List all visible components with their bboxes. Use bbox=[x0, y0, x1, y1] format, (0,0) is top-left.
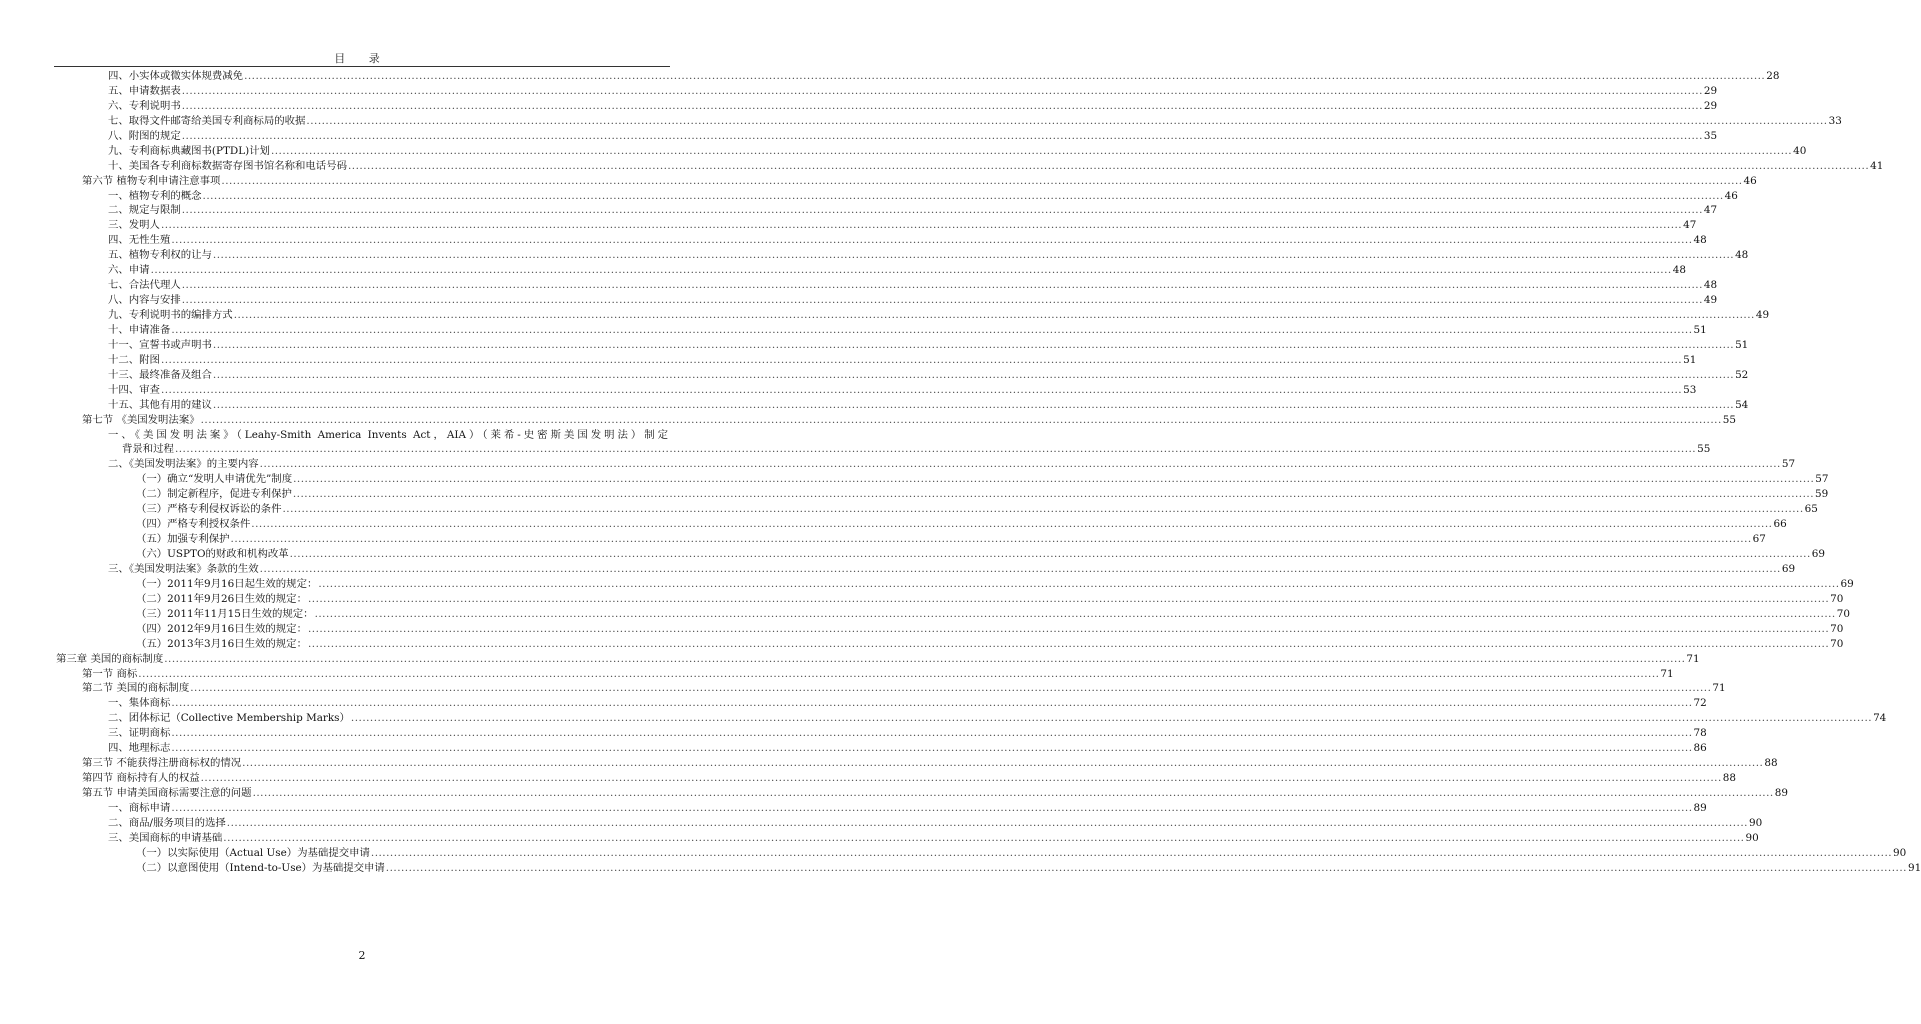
toc-entry[interactable] bbox=[0, 816, 1763, 831]
toc-entry[interactable] bbox=[0, 741, 1707, 756]
toc-entry[interactable] bbox=[0, 398, 1749, 413]
toc-leader-dots: ................................................................................................................................................................................................................................................................................................................................................................................................................ bbox=[181, 279, 1703, 292]
toc-leader-dots: ................................................................................................................................................................................................................................................................................................................................................................................................................ bbox=[171, 742, 1693, 755]
toc-entry[interactable] bbox=[0, 323, 1707, 338]
toc-entry[interactable] bbox=[0, 592, 1844, 607]
toc-entry-title: 第三章 美国的商标制度 bbox=[56, 652, 164, 665]
toc-leader-dots: ................................................................................................................................................................................................................................................................................................................................................................................................................ bbox=[200, 413, 1722, 426]
toc-entry-page: 48 bbox=[1693, 234, 1707, 247]
page-number: 2 bbox=[358, 949, 366, 962]
toc-entry-title: 一、《美国发明法案》（Leahy-Smith America Invents Act，AIA）（莱希-史密斯美国发明法）制定 bbox=[108, 428, 668, 441]
toc-entry-page: 91 bbox=[1907, 861, 1921, 874]
toc-entry-page: 47 bbox=[1703, 204, 1718, 217]
toc-entry-title: 二、《美国发明法案》的主要内容 bbox=[108, 458, 259, 471]
toc-entry-page: 88 bbox=[1722, 772, 1736, 785]
toc-entry-title: 四、小实体或微实体规费减免 bbox=[108, 70, 244, 82]
toc-entry-title: 七、合法代理人 bbox=[108, 279, 181, 292]
toc-entry-title: 十四、审查 bbox=[108, 383, 160, 396]
toc-entry-title: （二）以意图使用（Intend-to-Use）为基础提交申请 bbox=[136, 861, 385, 874]
toc-entry-page: 51 bbox=[1735, 338, 1749, 351]
toc-entry[interactable] bbox=[0, 159, 1884, 174]
toc-entry[interactable] bbox=[0, 99, 1718, 114]
toc-leader-dots: ................................................................................................................................................................................................................................................................................................................................................................................................................ bbox=[174, 443, 1697, 456]
toc-leader-dots: ................................................................................................................................................................................................................................................................................................................................................................................................................ bbox=[200, 772, 1722, 785]
toc-entry-page: 70 bbox=[1830, 592, 1844, 605]
page-header-title: 目 录 bbox=[334, 52, 390, 65]
toc-entry-title: 五、申请数据表 bbox=[108, 84, 181, 97]
toc-entry-page: 46 bbox=[1743, 174, 1757, 187]
toc-entry-page: 89 bbox=[1774, 787, 1788, 799]
toc-entry-title: 第一节 商标 bbox=[82, 667, 138, 680]
toc-leader-dots: ................................................................................................................................................................................................................................................................................................................................................................................................................ bbox=[347, 159, 1870, 172]
toc-entry[interactable] bbox=[0, 114, 1842, 129]
toc-leader-dots: ................................................................................................................................................................................................................................................................................................................................................................................................................ bbox=[293, 473, 1815, 486]
toc-entry-page: 46 bbox=[1724, 189, 1738, 202]
toc-leader-dots: ................................................................................................................................................................................................................................................................................................................................................................................................................ bbox=[212, 398, 1735, 411]
toc-entry-title: （三）2011年11月15日生效的规定： bbox=[136, 607, 314, 620]
toc-entry-title: （五）加强专利保护 bbox=[136, 533, 230, 546]
toc-entry-title: 一、商标申请 bbox=[108, 801, 171, 814]
toc-entry[interactable] bbox=[0, 278, 1718, 293]
toc-entry-title: 十五、其他有用的建议 bbox=[108, 398, 212, 411]
toc-leader-dots: ................................................................................................................................................................................................................................................................................................................................................................................................................ bbox=[171, 727, 1693, 740]
toc-entry[interactable] bbox=[0, 756, 1778, 771]
toc-entry[interactable] bbox=[0, 607, 1850, 622]
toc-entry[interactable] bbox=[0, 681, 1726, 696]
toc-entry-title: 九、专利商标典藏图书(PTDL)计划 bbox=[108, 144, 270, 157]
toc-leader-dots: ................................................................................................................................................................................................................................................................................................................................................................................................................ bbox=[244, 70, 1766, 82]
toc-entry-page: 78 bbox=[1693, 727, 1707, 740]
toc-entry[interactable] bbox=[0, 428, 724, 443]
toc-entry-title: （四）严格专利授权条件 bbox=[136, 518, 251, 531]
toc-entry[interactable] bbox=[0, 577, 1854, 592]
toc-leader-dots: ................................................................................................................................................................................................................................................................................................................................................................................................................ bbox=[171, 801, 1693, 814]
header-rule bbox=[54, 66, 670, 67]
toc-entry-page: 69 bbox=[1840, 577, 1854, 590]
toc-entry[interactable] bbox=[0, 233, 1707, 248]
toc-entry[interactable] bbox=[0, 696, 1707, 711]
toc-entry-title: 三、发明人 bbox=[108, 219, 160, 232]
toc-leader-dots: ................................................................................................................................................................................................................................................................................................................................................................................................................ bbox=[181, 99, 1703, 112]
toc-entry-page: 74 bbox=[1873, 712, 1887, 725]
toc-entry-title: 三、《美国发明法案》条款的生效 bbox=[108, 562, 259, 575]
toc-leader-dots: ................................................................................................................................................................................................................................................................................................................................................................................................................ bbox=[230, 533, 1752, 546]
toc-entry[interactable] bbox=[0, 711, 1887, 726]
toc-leader-dots: ................................................................................................................................................................................................................................................................................................................................................................................................................ bbox=[181, 129, 1703, 142]
toc-entry-page: 55 bbox=[1697, 443, 1711, 456]
toc-entry[interactable] bbox=[0, 248, 1749, 263]
toc-entry[interactable] bbox=[0, 502, 1818, 517]
toc-entry-page: 72 bbox=[1693, 697, 1707, 710]
toc-entry[interactable] bbox=[0, 861, 1921, 876]
toc-entry[interactable] bbox=[0, 383, 1697, 398]
toc-leader-dots: ................................................................................................................................................................................................................................................................................................................................................................................................................ bbox=[307, 622, 1830, 635]
toc-entry-title: （二）制定新程序，促进专利保护 bbox=[136, 488, 292, 501]
toc-entry[interactable] bbox=[0, 129, 1718, 144]
toc-entry[interactable] bbox=[0, 293, 1718, 308]
toc-entry-title: 三、美国商标的申请基础 bbox=[108, 831, 223, 844]
toc-entry[interactable] bbox=[0, 69, 1780, 84]
toc-entry[interactable] bbox=[0, 637, 1844, 652]
toc-leader-dots: ................................................................................................................................................................................................................................................................................................................................................................................................................ bbox=[307, 592, 1830, 605]
toc-entry-title: 八、附图的规定 bbox=[108, 129, 181, 142]
toc-entry[interactable] bbox=[0, 308, 1770, 323]
toc-entry-page: 69 bbox=[1781, 562, 1796, 575]
toc-entry-title: 四、无性生殖 bbox=[108, 234, 171, 247]
toc-leader-dots: ................................................................................................................................................................................................................................................................................................................................................................................................................ bbox=[251, 518, 1773, 531]
toc-entry-page: 65 bbox=[1804, 503, 1818, 516]
toc-leader-dots: ................................................................................................................................................................................................................................................................................................................................................................................................................ bbox=[160, 383, 1683, 396]
toc-leader-dots: ................................................................................................................................................................................................................................................................................................................................................................................................................ bbox=[318, 577, 1840, 590]
toc-leader-dots: ................................................................................................................................................................................................................................................................................................................................................................................................................ bbox=[212, 249, 1735, 262]
toc-entry[interactable] bbox=[0, 801, 1707, 816]
toc-entry-title: （一）2011年9月16日起生效的规定： bbox=[136, 577, 318, 590]
toc-entry-title: 第五节 申请美国商标需要注意的问题 bbox=[82, 787, 252, 799]
toc-leader-dots: ................................................................................................................................................................................................................................................................................................................................................................................................................ bbox=[181, 204, 1703, 217]
toc-entry[interactable] bbox=[0, 218, 1697, 233]
toc-entry-title: 二、团体标记（Collective Membership Marks） bbox=[108, 712, 350, 725]
toc-leader-dots: ................................................................................................................................................................................................................................................................................................................................................................................................................ bbox=[212, 368, 1735, 381]
toc-leader-dots: ................................................................................................................................................................................................................................................................................................................................................................................................................ bbox=[270, 144, 1793, 157]
toc-leader-dots: ................................................................................................................................................................................................................................................................................................................................................................................................................ bbox=[370, 846, 1893, 859]
toc-leader-dots: ................................................................................................................................................................................................................................................................................................................................................................................................................ bbox=[202, 189, 1724, 202]
toc-leader-dots: ................................................................................................................................................................................................................................................................................................................................................................................................................ bbox=[259, 562, 1781, 575]
toc-entry-title: 第七节 《美国发明法案》 bbox=[82, 413, 200, 426]
toc-leader-dots: ................................................................................................................................................................................................................................................................................................................................................................................................................ bbox=[350, 712, 1873, 725]
toc-leader-dots: ................................................................................................................................................................................................................................................................................................................................................................................................................ bbox=[138, 667, 1660, 680]
toc-entry-page: 90 bbox=[1893, 846, 1907, 859]
toc-entry-page: 52 bbox=[1735, 368, 1749, 381]
toc-entry[interactable] bbox=[0, 353, 1697, 368]
toc-entry[interactable] bbox=[0, 532, 1766, 547]
toc-leader-dots: ................................................................................................................................................................................................................................................................................................................................................................................................................ bbox=[226, 816, 1748, 829]
toc-entry[interactable] bbox=[0, 203, 1718, 218]
toc-entry-page: 70 bbox=[1830, 637, 1844, 650]
toc-entry[interactable] bbox=[0, 786, 1788, 801]
toc-entry-title: 二、规定与限制 bbox=[108, 204, 181, 217]
toc-entry-title: 九、专利说明书的编排方式 bbox=[108, 309, 233, 321]
toc-entry[interactable] bbox=[0, 338, 1749, 353]
toc-entry-page: 51 bbox=[1683, 353, 1697, 366]
toc-entry-page: 71 bbox=[1712, 682, 1726, 695]
toc-entry-page: 48 bbox=[1735, 249, 1749, 262]
toc-entry[interactable] bbox=[0, 442, 1711, 457]
toc-entry-page: 48 bbox=[1672, 264, 1686, 277]
toc-entry[interactable] bbox=[0, 487, 1829, 502]
toc-entry-title: （五）2013年3月16日生效的规定： bbox=[136, 637, 307, 650]
toc-leader-dots: ................................................................................................................................................................................................................................................................................................................................................................................................................ bbox=[259, 458, 1781, 471]
toc-leader-dots: ................................................................................................................................................................................................................................................................................................................................................................................................................ bbox=[190, 682, 1712, 695]
toc-entry[interactable] bbox=[0, 831, 1759, 846]
toc-entry-title: 七、取得文件邮寄给美国专利商标局的收据 bbox=[108, 114, 306, 127]
toc-entry-title: 六、申请 bbox=[108, 264, 150, 277]
toc-entry-page: 57 bbox=[1815, 473, 1829, 486]
toc-entry[interactable] bbox=[0, 726, 1707, 741]
toc-entry-page: 57 bbox=[1781, 458, 1796, 471]
toc-entry-title: 十三、最终准备及组合 bbox=[108, 368, 212, 381]
toc-entry-page: 47 bbox=[1683, 219, 1697, 232]
toc-entry-page: 29 bbox=[1703, 84, 1718, 97]
toc-entry-page: 86 bbox=[1693, 742, 1707, 755]
toc-leader-dots: ................................................................................................................................................................................................................................................................................................................................................................................................................ bbox=[181, 294, 1703, 307]
toc-entry-page: 29 bbox=[1703, 99, 1718, 112]
toc-leader-dots: ................................................................................................................................................................................................................................................................................................................................................................................................................ bbox=[171, 323, 1693, 336]
toc-entry-page: 67 bbox=[1752, 533, 1766, 546]
table-of-contents bbox=[0, 69, 1921, 876]
toc-entry-title: 第六节 植物专利申请注意事项 bbox=[82, 174, 221, 187]
toc-entry[interactable] bbox=[0, 652, 1700, 667]
toc-leader-dots: ................................................................................................................................................................................................................................................................................................................................................................................................................ bbox=[282, 503, 1804, 516]
toc-entry-page: 51 bbox=[1693, 323, 1707, 336]
toc-entry[interactable] bbox=[0, 413, 1736, 428]
toc-entry-page: 90 bbox=[1745, 831, 1759, 844]
toc-entry-page: 28 bbox=[1766, 70, 1780, 82]
toc-leader-dots: ................................................................................................................................................................................................................................................................................................................................................................................................................ bbox=[160, 219, 1683, 232]
toc-entry-page: 49 bbox=[1703, 294, 1718, 307]
toc-entry[interactable] bbox=[0, 368, 1749, 383]
toc-leader-dots: ................................................................................................................................................................................................................................................................................................................................................................................................................ bbox=[307, 637, 1830, 650]
toc-entry[interactable] bbox=[0, 144, 1807, 159]
toc-leader-dots: ................................................................................................................................................................................................................................................................................................................................................................................................................ bbox=[242, 757, 1764, 770]
toc-entry-title: 十、美国各专利商标数据寄存图书馆名称和电话号码 bbox=[108, 159, 347, 172]
toc-entry[interactable] bbox=[0, 771, 1736, 786]
toc-leader-dots: ................................................................................................................................................................................................................................................................................................................................................................................................................ bbox=[171, 697, 1693, 710]
toc-entry-page: 48 bbox=[1703, 279, 1718, 292]
toc-leader-dots: ................................................................................................................................................................................................................................................................................................................................................................................................................ bbox=[160, 353, 1683, 366]
toc-entry-page: 33 bbox=[1828, 114, 1842, 127]
toc-entry-title: 十、申请准备 bbox=[108, 323, 171, 336]
toc-entry-page: 49 bbox=[1755, 309, 1770, 321]
toc-leader-dots: ................................................................................................................................................................................................................................................................................................................................................................................................................ bbox=[150, 264, 1672, 277]
toc-leader-dots: ................................................................................................................................................................................................................................................................................................................................................................................................................ bbox=[289, 548, 1811, 560]
toc-entry-title: （一）以实际使用（Actual Use）为基础提交申请 bbox=[136, 846, 370, 859]
toc-entry-page: 71 bbox=[1686, 652, 1700, 665]
toc-entry-title: 第二节 美国的商标制度 bbox=[82, 682, 190, 695]
toc-entry-title: 十一、宣誓书或声明书 bbox=[108, 338, 212, 351]
toc-entry[interactable] bbox=[0, 457, 1796, 472]
toc-entry-title: 五、植物专利权的让与 bbox=[108, 249, 212, 262]
toc-leader-dots: ................................................................................................................................................................................................................................................................................................................................................................................................................ bbox=[385, 861, 1907, 874]
toc-entry-title: 背景和过程 bbox=[122, 443, 174, 456]
toc-entry-title: 一、植物专利的概念 bbox=[108, 189, 202, 202]
toc-leader-dots: ................................................................................................................................................................................................................................................................................................................................................................................................................ bbox=[252, 787, 1774, 799]
toc-entry[interactable] bbox=[0, 517, 1787, 532]
toc-leader-dots: ................................................................................................................................................................................................................................................................................................................................................................................................................ bbox=[171, 234, 1693, 247]
toc-leader-dots: ................................................................................................................................................................................................................................................................................................................................................................................................................ bbox=[233, 309, 1755, 321]
toc-entry-page: 40 bbox=[1793, 144, 1807, 157]
toc-leader-dots: ................................................................................................................................................................................................................................................................................................................................................................................................................ bbox=[221, 174, 1743, 187]
toc-entry-title: 十二、附图 bbox=[108, 353, 160, 366]
toc-entry[interactable] bbox=[0, 622, 1844, 637]
toc-entry-title: （三）严格专利侵权诉讼的条件 bbox=[136, 503, 282, 516]
toc-entry-title: 二、商品/服务项目的选择 bbox=[108, 816, 226, 829]
toc-entry-page: 59 bbox=[1815, 488, 1829, 501]
toc-entry-page: 53 bbox=[1683, 383, 1697, 396]
toc-entry-page: 41 bbox=[1870, 159, 1884, 172]
toc-entry-page: 55 bbox=[1722, 413, 1736, 426]
toc-leader-dots: ................................................................................................................................................................................................................................................................................................................................................................................................................ bbox=[292, 488, 1815, 501]
toc-entry-title: 六、专利说明书 bbox=[108, 99, 181, 112]
toc-entry-page: 88 bbox=[1764, 757, 1778, 770]
toc-entry-page: 70 bbox=[1830, 622, 1844, 635]
toc-leader-dots: ................................................................................................................................................................................................................................................................................................................................................................................................................ bbox=[212, 338, 1735, 351]
toc-entry[interactable] bbox=[0, 84, 1718, 99]
toc-entry-title: （六）USPTO的财政和机构改革 bbox=[136, 548, 289, 560]
toc-entry[interactable] bbox=[0, 667, 1674, 682]
toc-entry-page: 35 bbox=[1703, 129, 1718, 142]
toc-entry[interactable] bbox=[0, 189, 1738, 204]
toc-entry[interactable] bbox=[0, 174, 1757, 189]
toc-entry-page: 70 bbox=[1836, 607, 1850, 620]
toc-entry-page: 54 bbox=[1735, 398, 1749, 411]
toc-entry[interactable] bbox=[0, 562, 1796, 577]
toc-leader-dots: ................................................................................................................................................................................................................................................................................................................................................................................................................ bbox=[181, 84, 1703, 97]
toc-entry[interactable] bbox=[0, 846, 1907, 861]
toc-entry-page: 89 bbox=[1693, 801, 1707, 814]
toc-entry[interactable] bbox=[0, 547, 1826, 562]
toc-leader-dots: ................................................................................................................................................................................................................................................................................................................................................................................................................ bbox=[164, 652, 1686, 665]
toc-entry-title: 第三节 不能获得注册商标权的情况 bbox=[82, 757, 242, 770]
toc-entry-title: 三、证明商标 bbox=[108, 727, 171, 740]
toc-entry-title: 八、内容与安排 bbox=[108, 294, 181, 307]
toc-entry-title: 四、地理标志 bbox=[108, 742, 171, 755]
toc-entry-page: 66 bbox=[1773, 518, 1787, 531]
toc-entry-page: 71 bbox=[1660, 667, 1674, 680]
toc-entry[interactable] bbox=[0, 472, 1829, 487]
toc-entry[interactable] bbox=[0, 263, 1686, 278]
toc-entry-title: （四）2012年9月16日生效的规定： bbox=[136, 622, 307, 635]
toc-entry-title: （二）2011年9月26日生效的规定： bbox=[136, 592, 307, 605]
toc-leader-dots: ................................................................................................................................................................................................................................................................................................................................................................................................................ bbox=[223, 831, 1745, 844]
toc-entry-page: 69 bbox=[1811, 548, 1826, 560]
toc-entry-title: （一）确立“发明人申请优先”制度 bbox=[136, 473, 293, 486]
toc-entry-title: 一、集体商标 bbox=[108, 697, 171, 710]
toc-entry-page: 90 bbox=[1748, 816, 1763, 829]
toc-leader-dots: ................................................................................................................................................................................................................................................................................................................................................................................................................ bbox=[306, 114, 1828, 127]
toc-entry-title: 第四节 商标持有人的权益 bbox=[82, 772, 200, 785]
toc-leader-dots: ................................................................................................................................................................................................................................................................................................................................................................................................................ bbox=[314, 607, 1836, 620]
